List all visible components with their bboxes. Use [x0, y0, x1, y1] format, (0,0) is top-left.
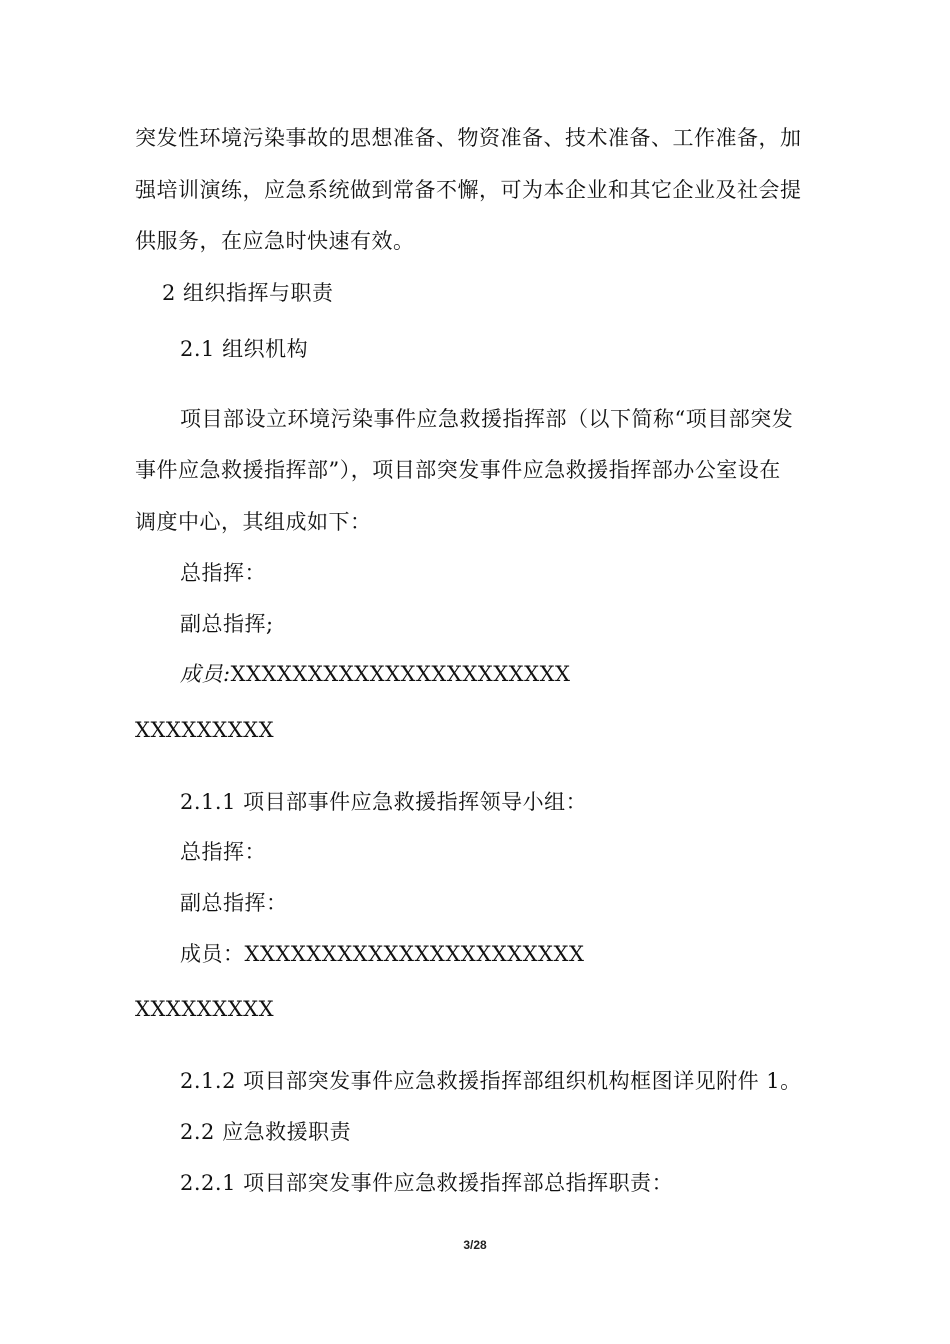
paragraph-line: 供服务，在应急时快速有效。	[135, 229, 415, 253]
paragraph-line: 事件应急救援指挥部”），项目部突发事件应急救援指挥部办公室设在	[135, 458, 781, 482]
subsection-heading: 2.2 应急救援职责	[180, 1120, 352, 1144]
paragraph-line: 项目部设立环境污染事件应急救援指挥部（以下简称“项目部突发	[180, 407, 794, 431]
role-commander: 总指挥：	[180, 561, 266, 585]
subsection-heading: 2.1.2 项目部突发事件应急救援指挥部组织机构框图详见附件 1。	[180, 1069, 802, 1093]
members-label: 成员	[180, 662, 223, 686]
members-colon: :	[223, 662, 231, 686]
paragraph-line: 突发性环境污染事故的思想准备、物资准备、技术准备、工作准备，加	[135, 126, 802, 150]
members-value: XXXXXXXXXXXXXXXXXXXXXX	[230, 662, 571, 686]
paragraph-line: 调度中心，其组成如下：	[135, 510, 372, 534]
role-deputy-commander: 副总指挥;	[180, 612, 274, 636]
paragraph-line: 强培训演练，应急系统做到常备不懈，可为本企业和其它企业及社会提	[135, 178, 802, 202]
role-members	[180, 660, 570, 688]
section-heading: 2 组织指挥与职责	[162, 281, 334, 305]
role-commander: 总指挥：	[180, 840, 266, 864]
role-deputy-commander: 副总指挥：	[180, 891, 288, 915]
page-number: 3/28	[463, 1238, 487, 1252]
subsection-heading: 2.2.1 项目部突发事件应急救援指挥部总指挥职责：	[180, 1171, 674, 1195]
subsection-heading: 2.1 组织机构	[180, 337, 309, 361]
role-members-continued: XXXXXXXXX	[135, 718, 275, 742]
role-members: 成员：XXXXXXXXXXXXXXXXXXXXXX	[180, 942, 585, 966]
role-members-continued: XXXXXXXXX	[135, 997, 275, 1021]
subsection-heading: 2.1.1 项目部事件应急救援指挥领导小组：	[180, 790, 588, 814]
